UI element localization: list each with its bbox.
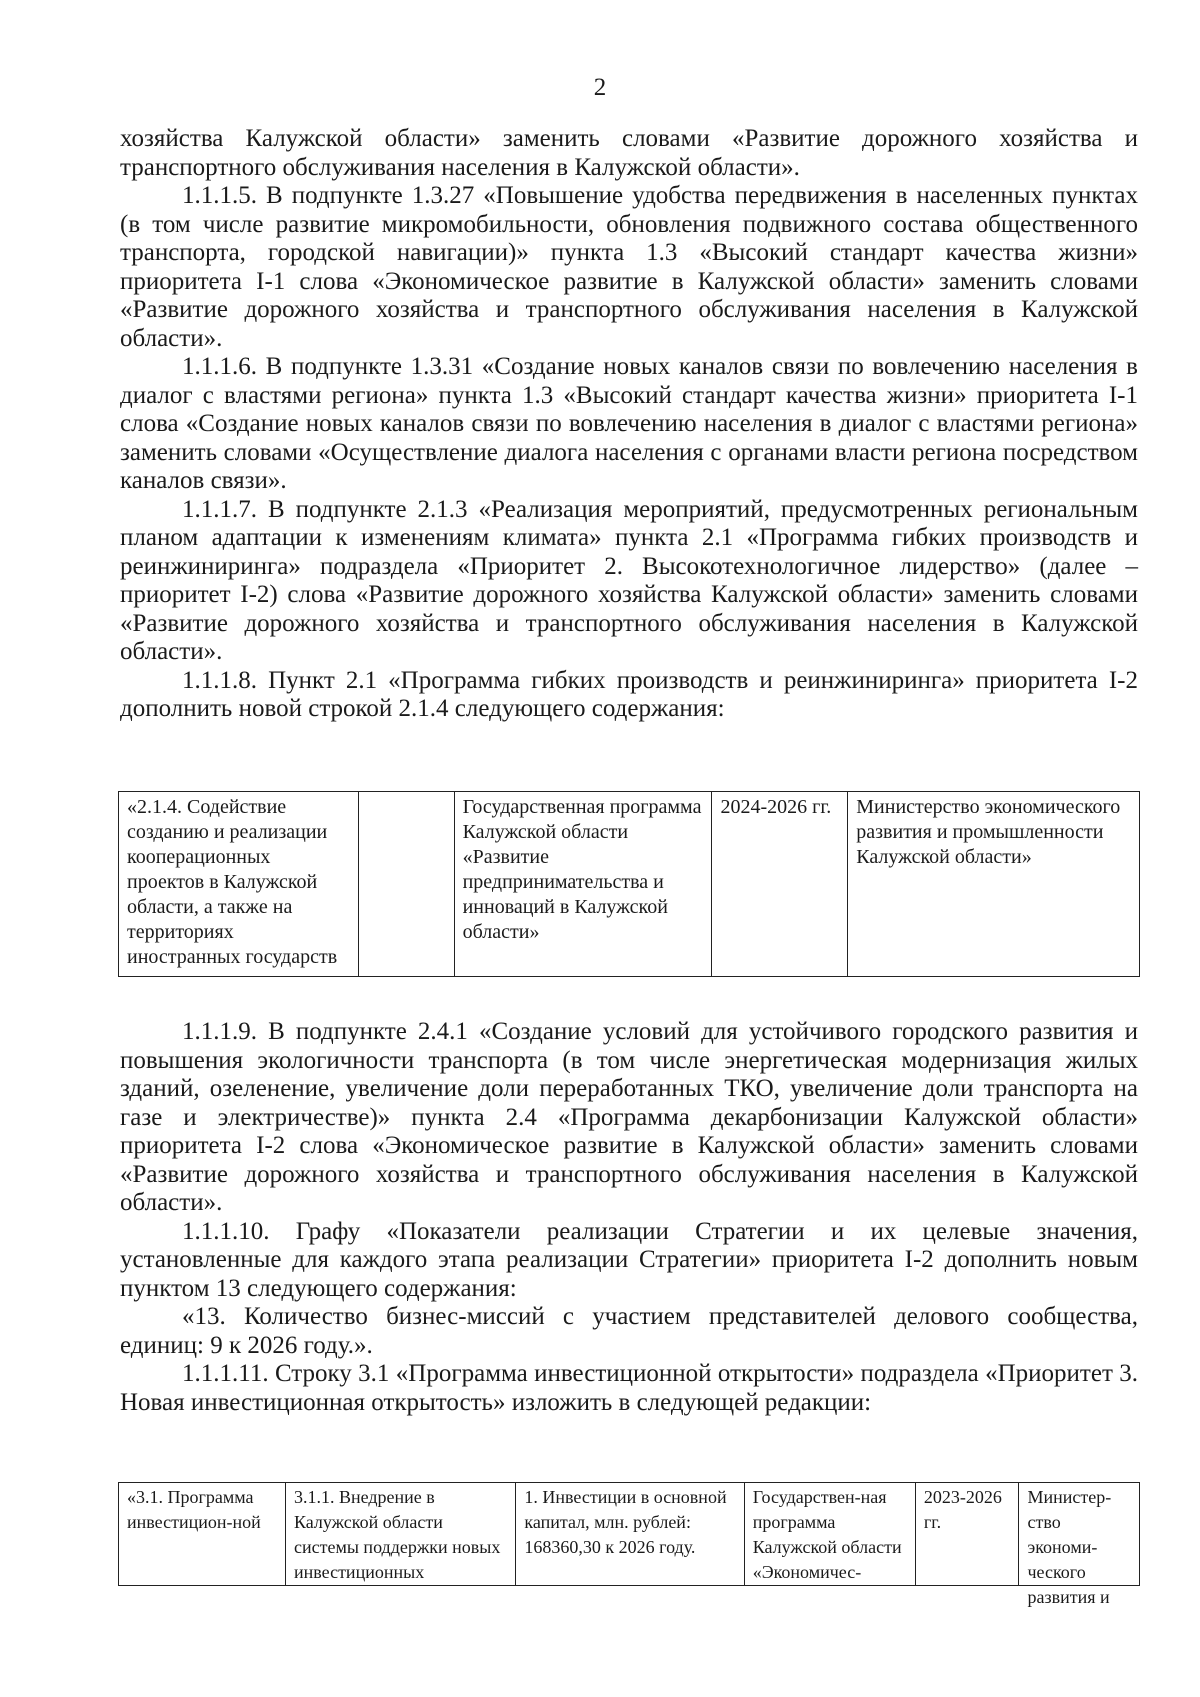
paragraph-1-1-1-10: 1.1.1.10. Графу «Показатели реализации Стратегии и их целевые значения, установленные для каждого этапа реализации Стратегии» приоритета I-2 дополнить новым пунктом 13 следующего содержания:: [120, 1217, 1138, 1302]
page-number: 2: [593, 74, 607, 101]
table-cell-indicator: [516, 1483, 744, 1586]
cell-text: 1. Инвестиции в основной капитал, млн. рублей: 168360,30 к 2026 году.: [524, 1487, 727, 1557]
paragraph-quote-13: «13. Количество бизнес-миссий с участием представителей делового сообщества, единиц: 9 к 2026 году.».: [120, 1303, 1138, 1359]
table-cell-period: [915, 1483, 1019, 1586]
paragraph-1-1-1-9: 1.1.1.9. В подпункте 2.4.1 «Создание условий для устойчивого городского развития и повышения экологичности транспорта (в том числе энергетическая модернизация жилых зданий, озеленение, увеличение доли переработанных ТКО, увеличение доли транспорта на газе и электричестве)» пункта 2.4 «Программа декарбонизации Калужской области» приоритета I-2 слова «Экономическое развитие в Калужской области» заменить словами «Развитие дорожного хозяйства и транспортного обслуживания населения в Калужской области».: [120, 1018, 1138, 1216]
text-block-top: [120, 125, 1138, 724]
cell-text: Государствен-ная программа Калужской области «Экономичес-: [752, 1487, 902, 1582]
paragraph-1-1-1-11: 1.1.1.11. Строку 3.1 «Программа инвестиционной открытости» подраздела «Приоритет 3. Новая инвестиционная открытость» изложить в следующей редакции:: [120, 1360, 1138, 1416]
table-cell-activity: [285, 1483, 515, 1586]
table-cell-empty: [358, 792, 454, 977]
paragraph: хозяйства Калужской области» заменить словами «Развитие дорожного хозяйства и транспортного обслуживания населения в Калужской области».: [120, 125, 1138, 181]
table-cell-period: 2024-2026 гг.: [712, 792, 848, 977]
table-row: [119, 1483, 1140, 1586]
cell-text: 3.1.1. Внедрение в Калужской области системы поддержки новых инвестиционных: [293, 1487, 501, 1582]
paragraph-1-1-1-7: 1.1.1.7. В подпункте 2.1.3 «Реализация мероприятий, предусмотренных региональным планом адаптации к изменениям климата» пункта 2.1 «Программа гибких производств и реинжиниринга» подраздела «Приоритет 2. Высокотехнологичное лидерство» (далее – приоритет I-2) слова «Развитие дорожного хозяйства Калужской области» заменить словами «Развитие дорожного хозяйства и транспортного обслуживания населения в Калужской области».: [120, 495, 1138, 665]
table-cell-program: [744, 1483, 915, 1586]
table-cell-item: [119, 1483, 286, 1586]
paragraph-1-1-1-8: 1.1.1.8. Пункт 2.1 «Программа гибких производств и реинжиниринга» приоритета I-2 дополнить новой строкой 2.1.4 следующего содержания:: [120, 666, 1138, 722]
cell-text: Министер-ство экономи-ческого развития и: [1027, 1487, 1112, 1607]
table-row-3-1: [118, 1482, 1140, 1607]
cell-text: 2023-2026 гг.: [923, 1487, 1002, 1532]
paragraph-1-1-1-5: 1.1.1.5. В подпункте 1.3.27 «Повышение удобства передвижения в населенных пунктах (в том числе развитие микромобильности, обновления подвижного состава общественного транспорта, городской навигации)» пункта 1.3 «Высокий стандарт качества жизни» приоритета I-1 слова «Экономическое развитие в Калужской области» заменить словами «Развитие дорожного хозяйства и транспортного обслуживания населения в Калужской области».: [120, 182, 1138, 352]
table-cell-responsible: Министерство экономического развития и промышленности Калужской области»: [848, 792, 1140, 977]
table-cell-program: Государственная программа Калужской области «Развитие предпринимательства и инноваций в Калужской области»: [454, 792, 712, 977]
text-block-bottom: [120, 1018, 1138, 1417]
table-cell-responsible: [1019, 1483, 1140, 1607]
cell-text: «3.1. Программа инвестицион-ной: [127, 1487, 261, 1532]
paragraph-1-1-1-6: 1.1.1.6. В подпункте 1.3.31 «Создание новых каналов связи по вовлечению населения в диалог с властями региона» пункта 1.3 «Высокий стандарт качества жизни» приоритета I-1 слова «Создание новых каналов связи по вовлечению населения в диалог с властями региона» заменить словами «Осуществление диалога населения с органами власти региона посредством каналов связи».: [120, 353, 1138, 494]
table-row-2-1-4: [118, 791, 1140, 977]
table-cell-activity: «2.1.4. Содействие созданию и реализации кооперационных проектов в Калужской области, а также на территориях иностранных государств: [119, 792, 359, 977]
table-row: [119, 792, 1140, 977]
